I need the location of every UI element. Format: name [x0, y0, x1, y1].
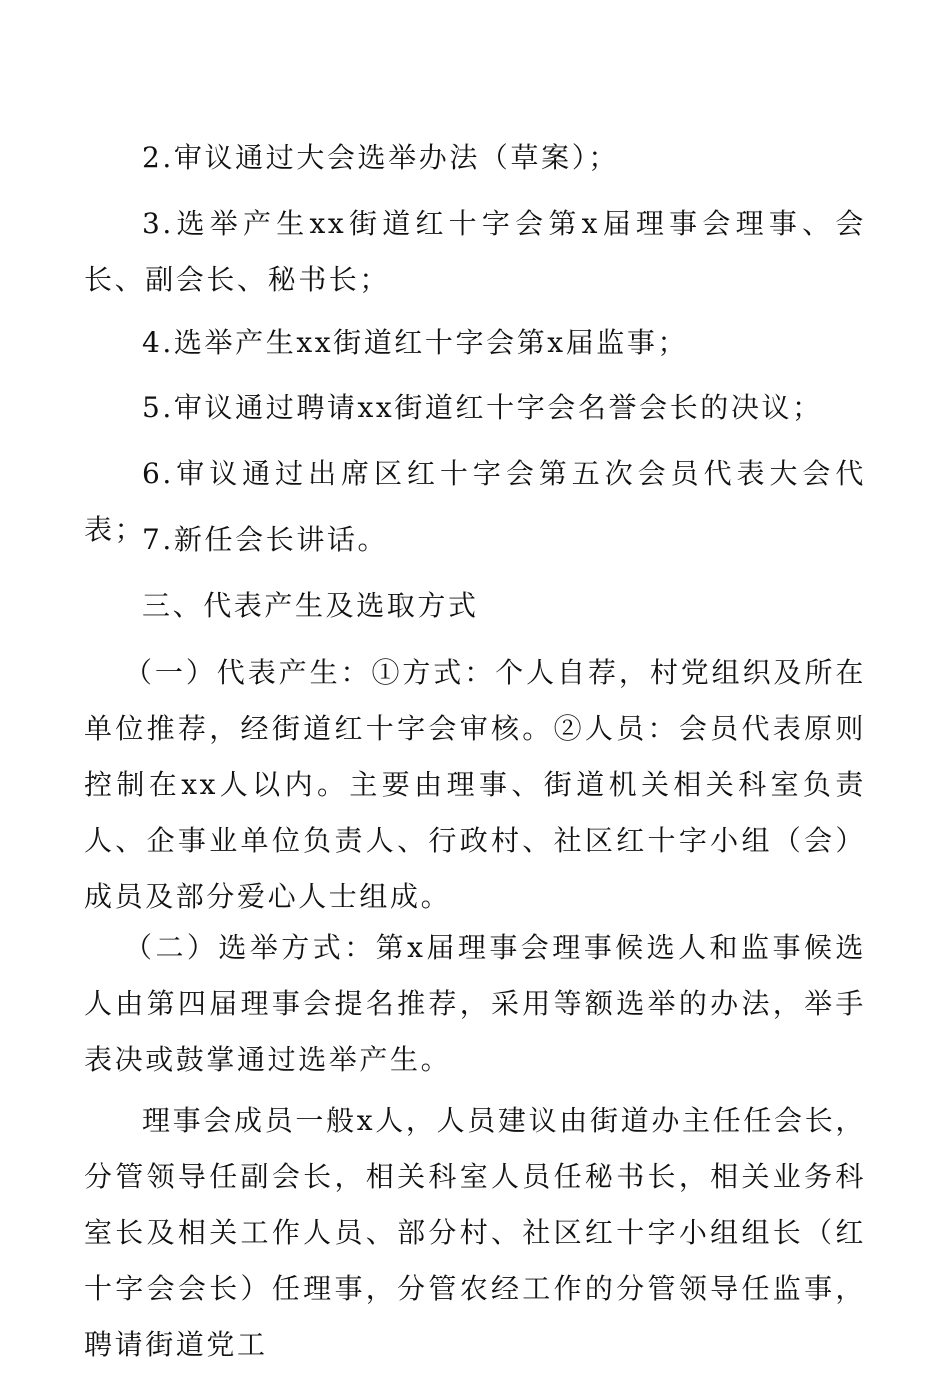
paragraph-council-members: 理事会成员一般x人，人员建议由街道办主任任会长，分管领导任副会长，相关科室人员任秘书长，相关业务科室长及相关工作人员、部分村、社区红十字小组组长（红十字会会长）任理事，分管农经工作的分管领导任监事，聘请街道党工 — [84, 1104, 866, 1361]
agenda-item-3: 3.选举产生xx街道红十字会第x届理事会理事、会长、副会长、秘书长； — [84, 207, 866, 296]
paragraph-representative-selection: （一）代表产生：①方式：个人自荐，村党组织及所在单位推荐，经街道红十字会审核。②人员：会员代表原则控制在xx人以内。主要由理事、街道机关相关科室负责人、企事业单位负责人、行政村、社区红十字小组（会）成员及部分爱心人士组成。 — [84, 656, 866, 913]
section-heading-3: 三、代表产生及选取方式 — [142, 589, 479, 622]
agenda-item-7: 7.新任会长讲话。 — [142, 523, 389, 556]
agenda-item-2: 2.审议通过大会选举办法（草案）； — [142, 141, 619, 174]
agenda-item-5: 5.审议通过聘请xx街道红十字会名誉会长的决议； — [142, 391, 823, 424]
agenda-item-6: 6.审议通过出席区红十字会第五次会员代表大会代表； — [84, 457, 866, 546]
paragraph-election-method: （二）选举方式：第x届理事会理事候选人和监事候选人由第四届理事会提名推荐，采用等额选举的办法，举手表决或鼓掌通过选举产生。 — [84, 931, 866, 1076]
agenda-item-4: 4.选举产生xx街道红十字会第x届监事； — [142, 326, 689, 359]
